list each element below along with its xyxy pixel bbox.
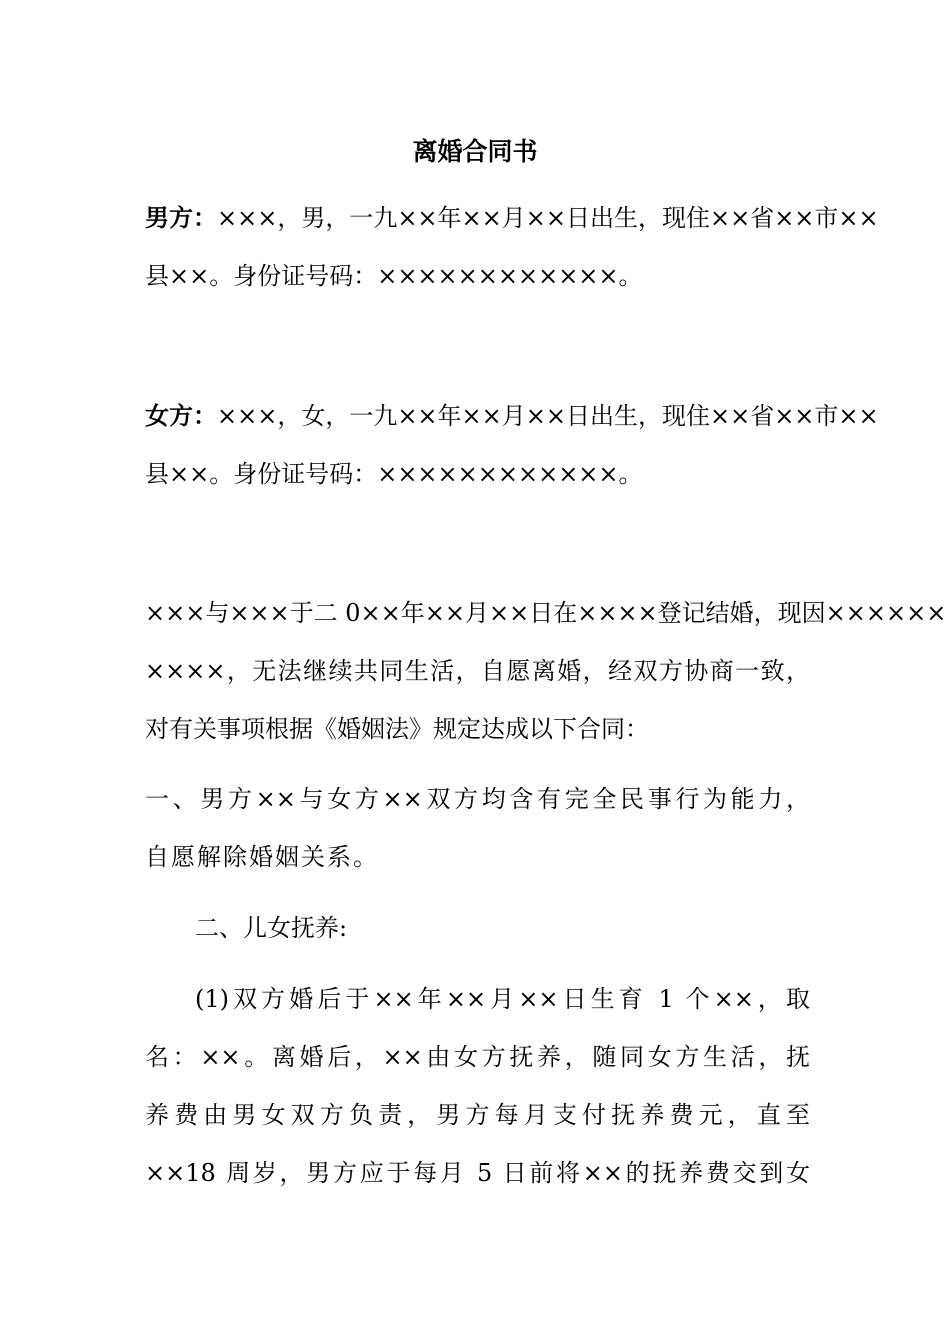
female-party-line-1 [145, 400, 879, 432]
male-party-line-2: 县××。身份证号码：××××××××××××。 [145, 262, 643, 290]
male-party-line-1 [145, 202, 879, 234]
intro-line-2: ××××，无法继续共同生活，自愿离婚，经双方协商一致， [145, 657, 810, 685]
female-party-label: 女方： [145, 401, 217, 430]
female-party-text-1: ×××，女，一九××年××月××日出生，现住××省××市×× [217, 402, 879, 430]
male-party-text-1: ×××，男，一九××年××月××日出生，现住××省××市×× [217, 204, 879, 232]
female-party-line-2: 县××。身份证号码：××××××××××××。 [145, 460, 643, 488]
clause-2-item-1-line-4: ××18 周岁，男方应于每月 5 日前将××的抚养费交到女 [145, 1159, 810, 1187]
clause-1-line-2: 自愿解除婚姻关系。 [145, 843, 379, 871]
clause-2-heading: 二、儿女抚养: [195, 914, 348, 942]
document-title: 离婚合同书 [412, 137, 538, 166]
intro-line-3: 对有关事项根据《婚姻法》规定达成以下合同： [145, 715, 649, 743]
male-party-label: 男方： [145, 203, 217, 232]
clause-2-item-1-line-1: (1)双方婚后于××年××月××日生育 1 个××，取 [195, 985, 810, 1013]
clause-1-line-1: 一、男方××与女方××双方均含有完全民事行为能力， [145, 785, 810, 813]
clause-2-item-1-line-3: 养费由男女双方负责，男方每月支付抚养费元，直至 [145, 1101, 810, 1129]
intro-line-1: ×××与×××于二 0××年××月××日在××××登记结婚，现因×××××× [145, 599, 947, 627]
clause-2-item-1-line-2: 名：××。离婚后，××由女方抚养，随同女方生活，抚 [145, 1043, 810, 1071]
